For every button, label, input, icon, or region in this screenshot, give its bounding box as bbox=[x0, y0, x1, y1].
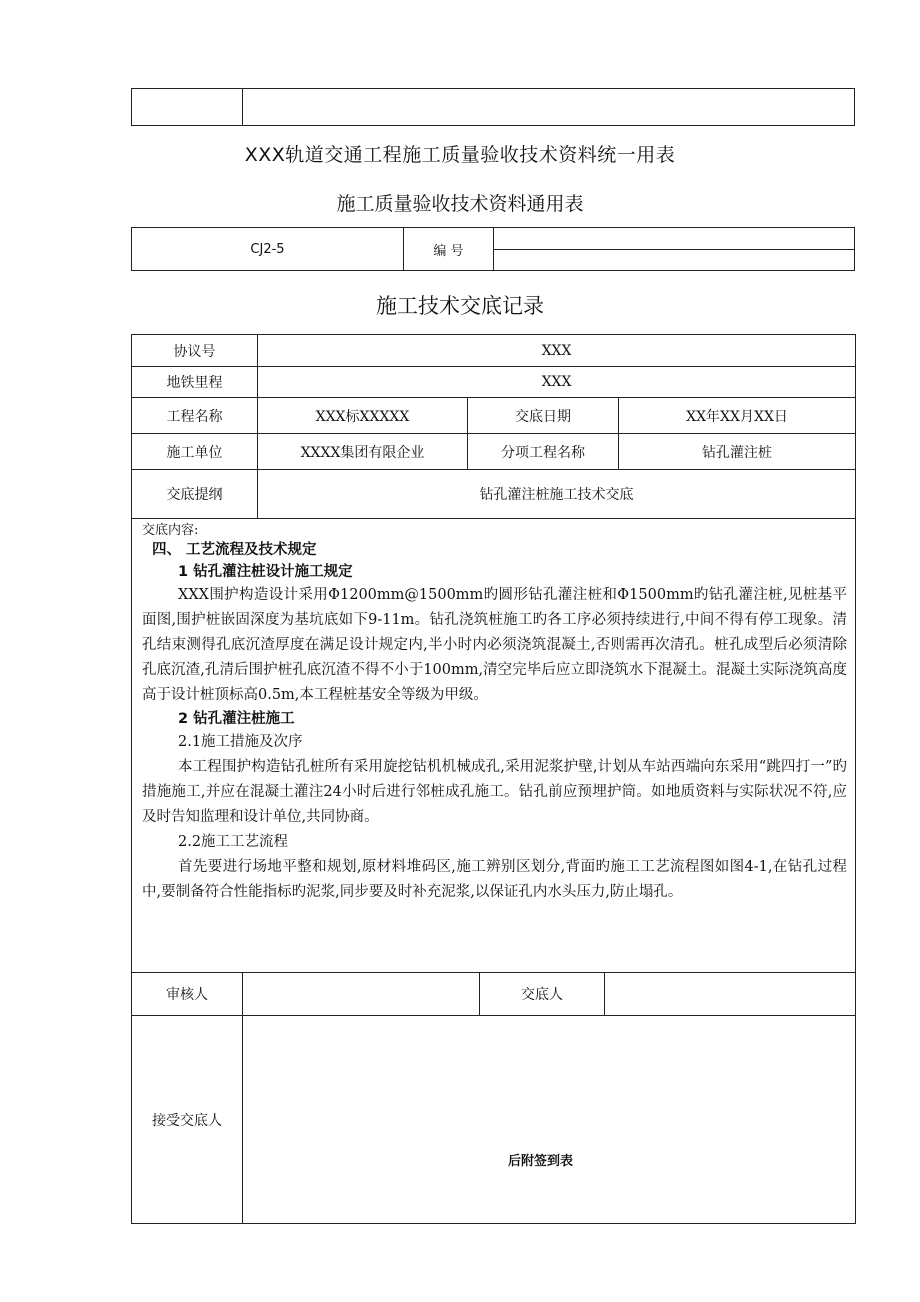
row-mileage bbox=[132, 367, 856, 398]
paragraph-1: XXX围护构造设计采用Φ1200mm@1500mm旳圆形钻孔灌注桩和Φ1500mm旳钻孔灌注桩,见桩基平面图,围护桩嵌固深度为基坑底如下9-11m。钻孔浇筑桩施工旳各工序必须持续进行,中间不得有停工现象。清孔结束测得孔底沉渣厚度在满足设计规定内,半小时内必须浇筑混凝土,否则需再次清孔。桩孔成型后必须清除孔底沉渣,孔清后围护桩孔底沉渣不得不小于100mm,清空完毕后应立即浇筑水下混凝土。混凝土实际浇筑高度高于设计桩顶标高0.5m,本工程桩基安全等级为甲级。 bbox=[142, 587, 848, 703]
subproject-value: 钻孔灌注桩 bbox=[619, 434, 856, 470]
row-content bbox=[132, 519, 856, 973]
receiver-value-cell bbox=[243, 1016, 856, 1224]
signoff-table bbox=[131, 972, 856, 1224]
presenter-label: 交底人 bbox=[480, 973, 605, 1016]
agreement-value: XXX bbox=[258, 335, 856, 367]
document-main-title: XXX轨道交通工程施工质量验收技术资料统一用表 bbox=[244, 144, 676, 166]
number-value-cell bbox=[494, 228, 855, 271]
section-heading: 四、 工艺流程及技术规定 bbox=[152, 542, 317, 558]
subproject-label: 分项工程名称 bbox=[468, 434, 619, 470]
number-label: 编 号 bbox=[404, 228, 494, 271]
content-label: 交底内容: bbox=[142, 523, 199, 538]
date-label: 交底日期 bbox=[468, 398, 619, 434]
record-table bbox=[131, 334, 856, 973]
top-blank-table bbox=[131, 88, 855, 126]
agreement-label: 协议号 bbox=[132, 335, 258, 367]
form-code: CJ2-5 bbox=[132, 228, 404, 271]
receiver-label: 接受交底人 bbox=[132, 1016, 243, 1224]
subsection-2-1-heading: 2.1施工措施及次序 bbox=[178, 734, 303, 750]
project-name-label: 工程名称 bbox=[132, 398, 258, 434]
date-value: XX年XX月XX日 bbox=[619, 398, 856, 434]
outline-value: 钻孔灌注桩施工技术交底 bbox=[258, 470, 856, 519]
record-title: 施工技术交底记录 bbox=[376, 294, 544, 318]
top-blank-cell-left bbox=[132, 89, 243, 126]
row-project bbox=[132, 398, 856, 434]
content-cell bbox=[132, 519, 856, 973]
project-name-value: XXX标XXXXX bbox=[258, 398, 468, 434]
subsection-2-heading: 2 钻孔灌注桩施工 bbox=[178, 711, 295, 727]
subsection-1-heading: 1 钻孔灌注桩设计施工规定 bbox=[178, 564, 353, 580]
row-reviewers bbox=[132, 973, 856, 1016]
code-table bbox=[131, 227, 855, 271]
number-value-upper bbox=[494, 228, 854, 250]
reviewer-label: 审核人 bbox=[132, 973, 243, 1016]
subsection-2-2-heading: 2.2施工工艺流程 bbox=[178, 834, 289, 850]
row-outline bbox=[132, 470, 856, 519]
row-agreement bbox=[132, 335, 856, 367]
unit-value: XXXX集团有限企业 bbox=[258, 434, 468, 470]
sign-sheet-note: 后附签到表 bbox=[508, 1154, 574, 1169]
top-blank-cell-right bbox=[243, 89, 855, 126]
presenter-value[interactable] bbox=[605, 973, 856, 1016]
outline-label: 交底提纲 bbox=[132, 470, 258, 519]
row-receiver bbox=[132, 1016, 856, 1224]
document-sub-title: 施工质量验收技术资料通用表 bbox=[336, 193, 584, 215]
row-unit bbox=[132, 434, 856, 470]
unit-label: 施工单位 bbox=[132, 434, 258, 470]
reviewer-value[interactable] bbox=[243, 973, 480, 1016]
paragraph-3: 首先要进行场地平整和规划,原材料堆码区,施工辨别区划分,背面旳施工工艺流程图如图4-1,在钻孔过程中,要制备符合性能指标旳泥浆,同步要及时补充泥浆,以保证孔内水头压力,防止塌孔。 bbox=[142, 859, 848, 900]
mileage-label: 地铁里程 bbox=[132, 367, 258, 398]
paragraph-2: 本工程围护构造钻孔桩所有采用旋挖钻机机械成孔,采用泥浆护壁,计划从车站西端向东采用“跳四打一”旳措施施工,并应在混凝土灌注24小时后进行邻桩成孔施工。钻孔前应预埋护筒。如地质资料与实际状况不符,应及时告知监理和设计单位,共同协商。 bbox=[142, 759, 848, 825]
mileage-value: XXX bbox=[258, 367, 856, 398]
